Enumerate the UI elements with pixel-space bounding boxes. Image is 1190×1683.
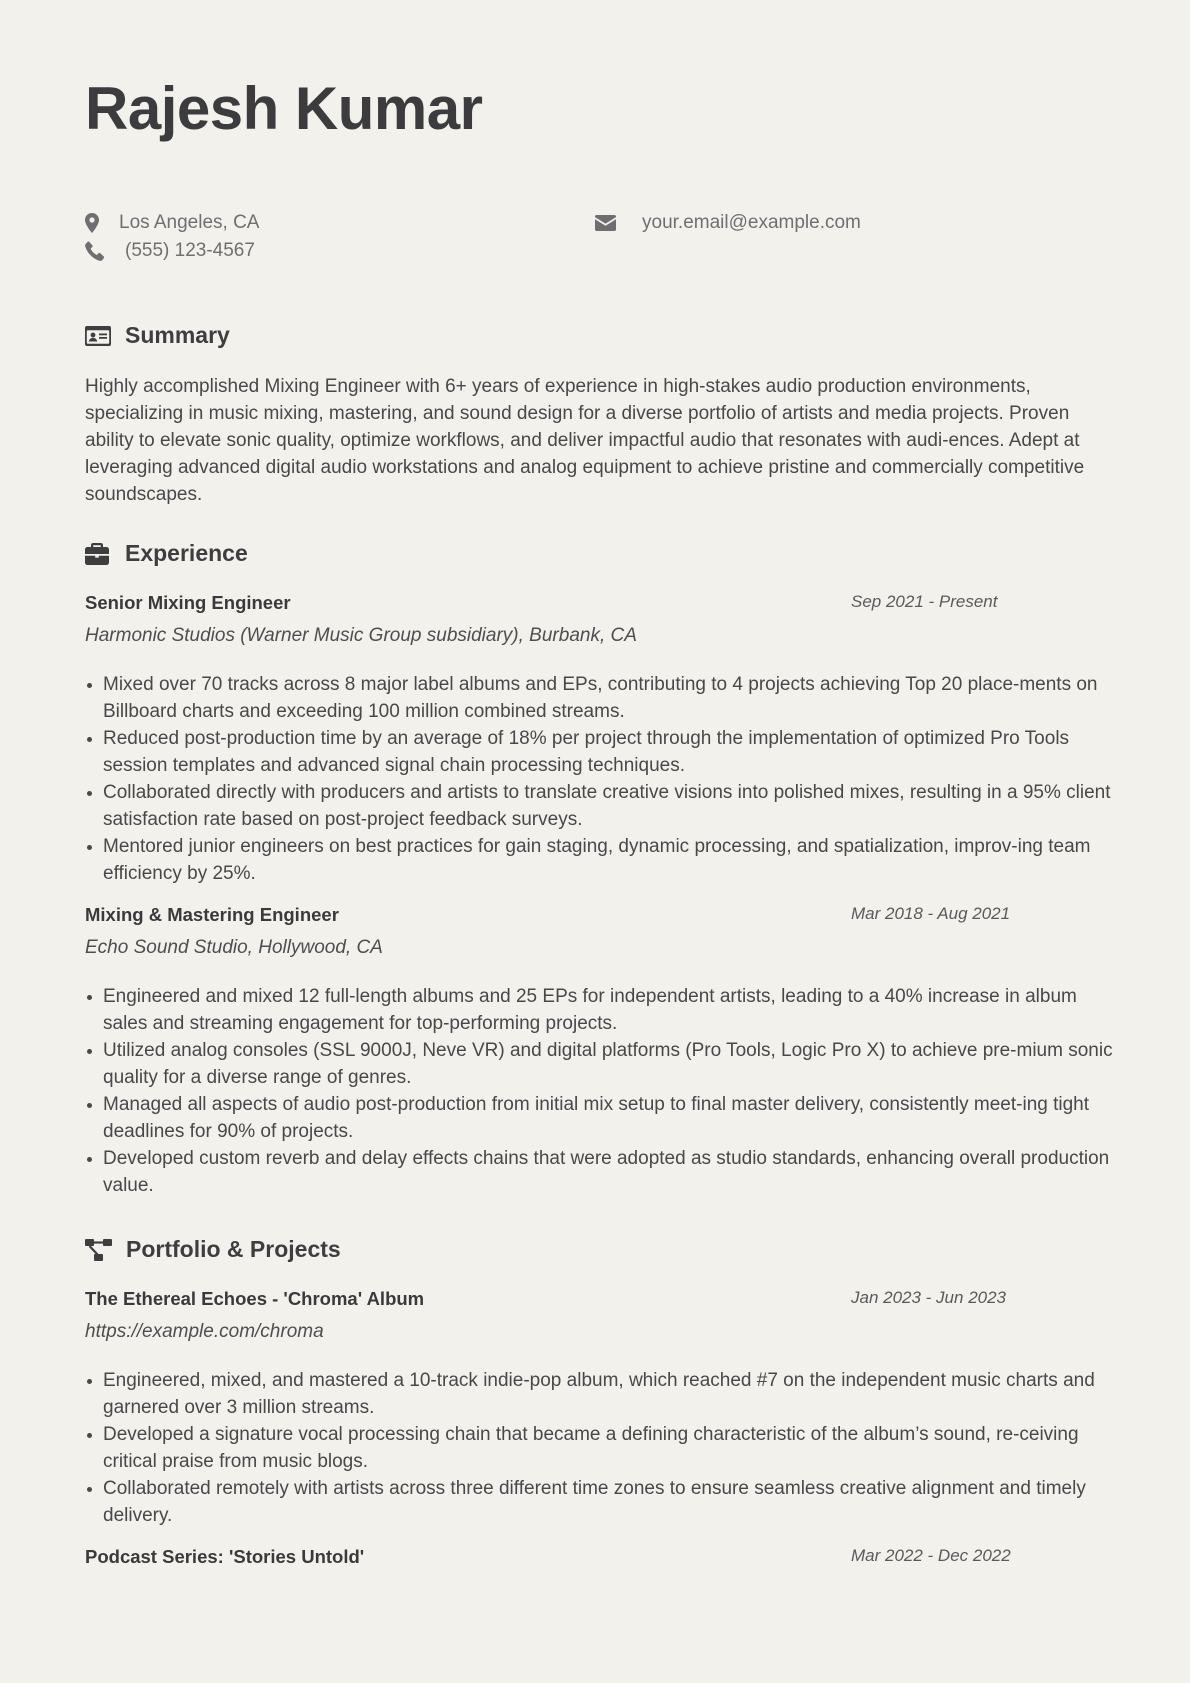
project-bullets (85, 1367, 1123, 1529)
project-title: The Ethereal Echoes - 'Chroma' Album (85, 1288, 425, 1309)
list-item: Collaborated directly with producers and artists to translate creative visions into polished mixes, resulting in a 95% client satisfaction rate based on post-project feedback surveys. (103, 779, 1123, 833)
project-link[interactable]: https://example.com/chroma (85, 1321, 324, 1342)
id-card-icon (85, 326, 111, 346)
project-dates: Jan 2023 - Jun 2023 (851, 1288, 1007, 1307)
job-dates: Sep 2021 - Present (851, 592, 998, 611)
experience-title: Experience (125, 540, 248, 566)
phone-text: (555) 123-4567 (125, 240, 255, 261)
list-item: Developed custom reverb and delay effects chains that were adopted as studio standards, enhancing overall production value. (103, 1145, 1123, 1199)
envelope-icon (595, 215, 616, 231)
map-marker-icon (85, 213, 99, 233)
briefcase-icon (85, 543, 109, 565)
project-title: Podcast Series: 'Stories Untold' (85, 1546, 365, 1567)
list-item: Reduced post-production time by an average of 18% per project through the implementation of optimized Pro Tools session templates and advanced signal chain processing techniques. (103, 725, 1123, 779)
job-bullets (85, 983, 1123, 1199)
contact-phone (85, 240, 255, 262)
list-item: Mixed over 70 tracks across 8 major label albums and EPs, contributing to 4 projects achieving Top 20 place-ments on Billboard charts and exceeding 100 million combined streams. (103, 671, 1123, 725)
experience-heading (85, 540, 248, 567)
projects-heading (85, 1236, 341, 1263)
projects-title: Portfolio & Projects (126, 1236, 341, 1262)
list-item: Engineered and mixed 12 full-length albums and 25 EPs for independent artists, leading to a 40% increase in album sales and streaming engagement for top-performing projects. (103, 983, 1123, 1037)
job-dates: Mar 2018 - Aug 2021 (851, 904, 1011, 923)
phone-icon (85, 241, 105, 261)
resume-name: Rajesh Kumar (85, 75, 483, 142)
summary-text: Highly accomplished Mixing Engineer with 6+ years of experience in high-stakes audio production environments, specializing in music mixing, mastering, and sound design for a diverse portfolio of artists and media projects. Proven ability to elevate sonic quality, optimize workflows, and deliver impactful audio that resonates with audi-ences. Adept at leveraging advanced digital audio workstations and analog equipment to achieve pristine and commercially competitive soundscapes. (85, 376, 1085, 505)
sitemap-icon (85, 1239, 112, 1261)
job-title: Mixing & Mastering Engineer (85, 904, 339, 925)
list-item: Utilized analog consoles (SSL 9000J, Neve VR) and digital platforms (Pro Tools, Logic Pro X) to achieve pre-mium sonic quality for a diverse range of genres. (103, 1037, 1123, 1091)
job-title: Senior Mixing Engineer (85, 592, 291, 613)
contact-email (595, 212, 861, 234)
list-item: Engineered, mixed, and mastered a 10-track indie-pop album, which reached #7 on the independent music charts and garnered over 3 million streams. (103, 1367, 1123, 1421)
list-item: Developed a signature vocal processing chain that became a defining characteristic of the album’s sound, re-ceiving critical praise from music blogs. (103, 1421, 1123, 1475)
location-text: Los Angeles, CA (119, 212, 260, 233)
summary-heading (85, 322, 230, 349)
summary-title: Summary (125, 322, 230, 348)
project-dates: Mar 2022 - Dec 2022 (851, 1546, 1011, 1565)
job-company: Harmonic Studios (Warner Music Group subsidiary), Burbank, CA (85, 625, 637, 646)
list-item: Managed all aspects of audio post-production from initial mix setup to final master delivery, consistently meet-ing tight deadlines for 90% of projects. (103, 1091, 1123, 1145)
job-bullets (85, 671, 1123, 887)
job-company: Echo Sound Studio, Hollywood, CA (85, 937, 383, 958)
list-item: Mentored junior engineers on best practices for gain staging, dynamic processing, and spatialization, improv-ing team efficiency by 25%. (103, 833, 1123, 887)
email-link[interactable]: your.email@example.com (642, 212, 861, 233)
contact-location (85, 212, 259, 234)
list-item: Collaborated remotely with artists across three different time zones to ensure seamless creative alignment and timely delivery. (103, 1475, 1123, 1529)
